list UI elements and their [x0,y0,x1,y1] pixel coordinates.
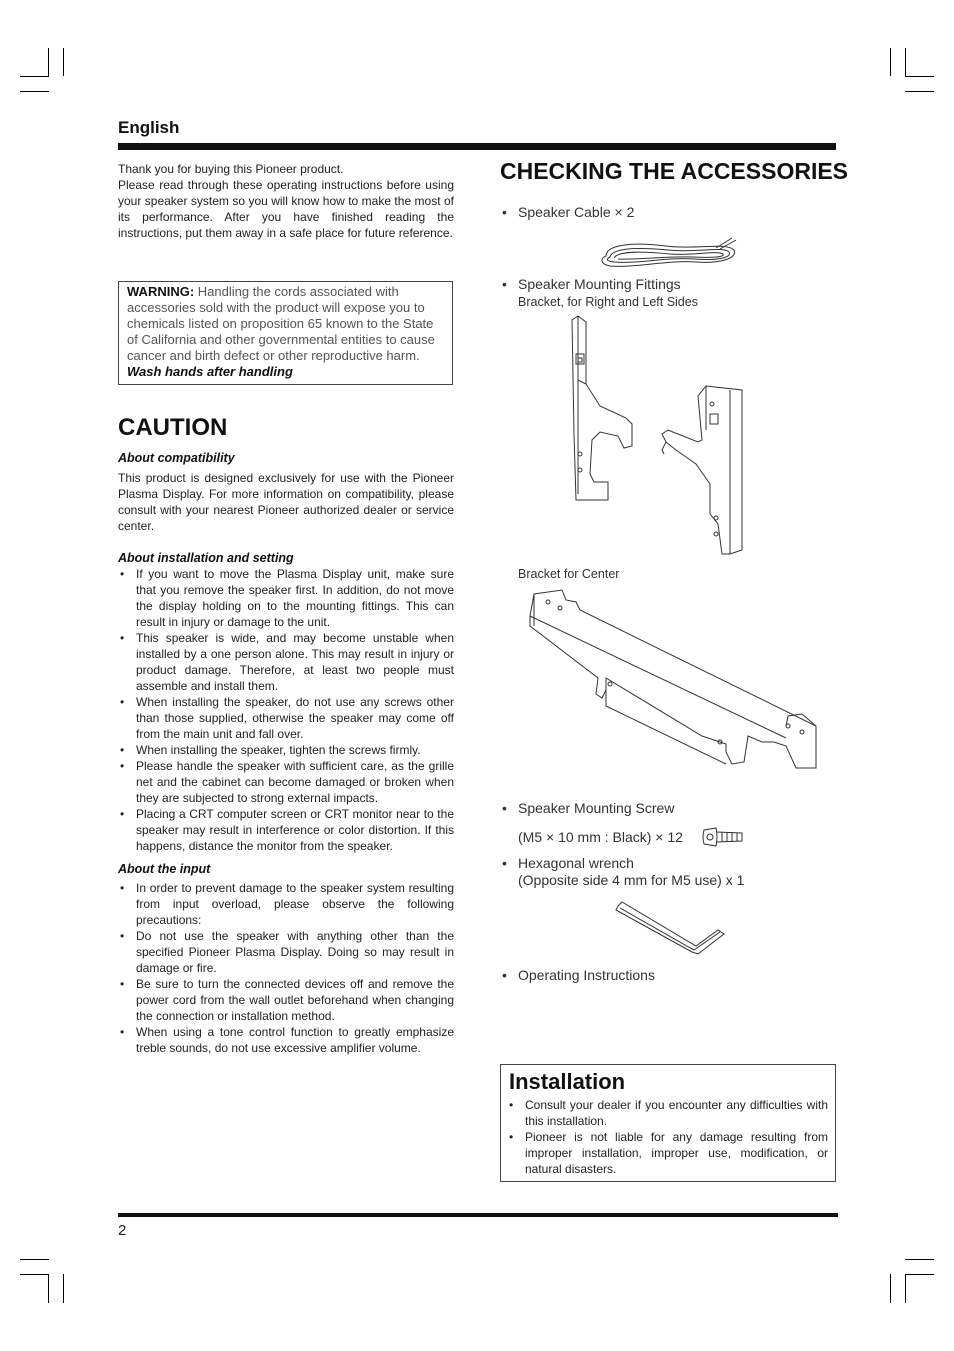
intro-line-2: Please read through these operating instructions before using your speaker system so you will know how to make the most of its performance. After you have finished reading the instructions, put them away in a safe place for future reference. [118,178,454,240]
cable-label: Speaker Cable × 2 [518,204,635,220]
list-item: • When installing the speaker, do not use any screws other than those supplied, otherwise the speaker may come off from the main unit and fall over. [118,694,454,742]
crop-mark [63,1274,64,1303]
language-label: English [118,118,180,137]
page-number: 2 [118,1222,127,1239]
footer-rule [118,1213,838,1217]
compat-text: This product is designed exclusively for use with the Pioneer Plasma Display. For more information on compatibility, please consult with your nearest Pioneer authorized dealer or service center. [118,471,454,533]
caution-section [118,450,454,1056]
installation-list [507,1097,828,1177]
screw-label: Speaker Mounting Screw [518,800,675,816]
crop-mark [20,1259,49,1260]
input-list [118,880,454,1056]
crop-mark [20,91,49,92]
input-heading: About the input [118,862,211,876]
installation-title: Installation [509,1069,626,1094]
list-item: • In order to prevent damage to the speaker system resulting from input overload, please observe the following precautions: [118,880,454,928]
list-item: • Consult your dealer if you encounter any difficulties with this installation. [507,1097,828,1129]
fittings-label: Speaker Mounting Fittings [518,276,681,292]
installation-box [500,1064,836,1182]
list-item: • Be sure to turn the connected devices off and remove the power cord from the wall outlet beforehand when changing the connection or installation method. [118,976,454,1024]
bracket-sides-label: Bracket, for Right and Left Sides [518,295,698,309]
crop-mark [63,48,64,76]
warning-text: Handling the cords associated with accessories sold with the product will expose you to chemicals listed on proposition 65 known to the State of California and other governmental entities to cause cancer and birth defect or other reproductive harm. [127,284,435,363]
crop-mark [20,1274,49,1275]
list-item: • Placing a CRT computer screen or CRT monitor near to the speaker may result in interference or color distortion. If this happens, distance the monitor from the speaker. [118,806,454,854]
instructions-label: Operating Instructions [518,967,655,983]
list-item: • Pioneer is not liable for any damage resulting from improper installation, improper use, modification, or natural disasters. [507,1129,828,1177]
list-item: • Please handle the speaker with sufficient care, as the grille net and the cabinet can become damaged or broken when they are subjected to strong external impacts. [118,758,454,806]
list-item: • This speaker is wide, and may become unstable when installed by a one person alone. This may result in injury or product damage. Therefore, at least two people must assemble and install them. [118,630,454,694]
install-heading: About installation and setting [118,551,294,565]
wash-hands-note: Wash hands after handling [127,364,293,379]
crop-mark [905,76,934,77]
list-item: • If you want to move the Plasma Display unit, make sure that you remove the speaker first. In addition, do not move the display holding on to the mounting fittings. This can result in injury or damage to the unit. [118,566,454,630]
warning-label: WARNING: [127,284,195,299]
crop-mark [890,48,891,76]
wrench-spec-label: (Opposite side 4 mm for M5 use) x 1 [518,872,745,888]
intro-text [118,161,454,241]
crop-mark [48,48,49,76]
list-item: • When installing the speaker, tighten the screws firmly. [118,742,454,758]
list-item: • Do not use the speaker with anything other than the specified Pioneer Plasma Display. Doing so may result in damage or fire. [118,928,454,976]
compat-heading: About compatibility [118,451,235,465]
side-brackets-illustration [560,314,760,566]
accessories-title: CHECKING THE ACCESSORIES [500,158,849,184]
center-bracket-illustration [526,586,822,772]
crop-mark [905,91,934,92]
screw-illustration [700,824,746,850]
crop-mark [20,76,49,77]
list-item: • When using a tone control function to greatly emphasize treble sounds, do not use excessive amplifier volume. [118,1024,454,1056]
hex-wrench-illustration [612,900,728,956]
intro-line-1: Thank you for buying this Pioneer product. [118,162,344,176]
bracket-center-label: Bracket for Center [518,567,620,581]
screw-spec-label: (M5 × 10 mm : Black) × 12 [518,829,683,845]
caution-title: CAUTION [118,414,228,441]
wrench-label: Hexagonal wrench [518,855,634,871]
speaker-cable-illustration [596,236,740,272]
crop-mark [905,1274,934,1275]
install-list [118,566,454,854]
warning-box [118,281,453,385]
crop-mark [48,1274,49,1303]
crop-mark [890,1274,891,1303]
crop-mark [905,1259,934,1260]
crop-mark [905,48,906,76]
header-rule [118,143,836,150]
crop-mark [905,1274,906,1303]
